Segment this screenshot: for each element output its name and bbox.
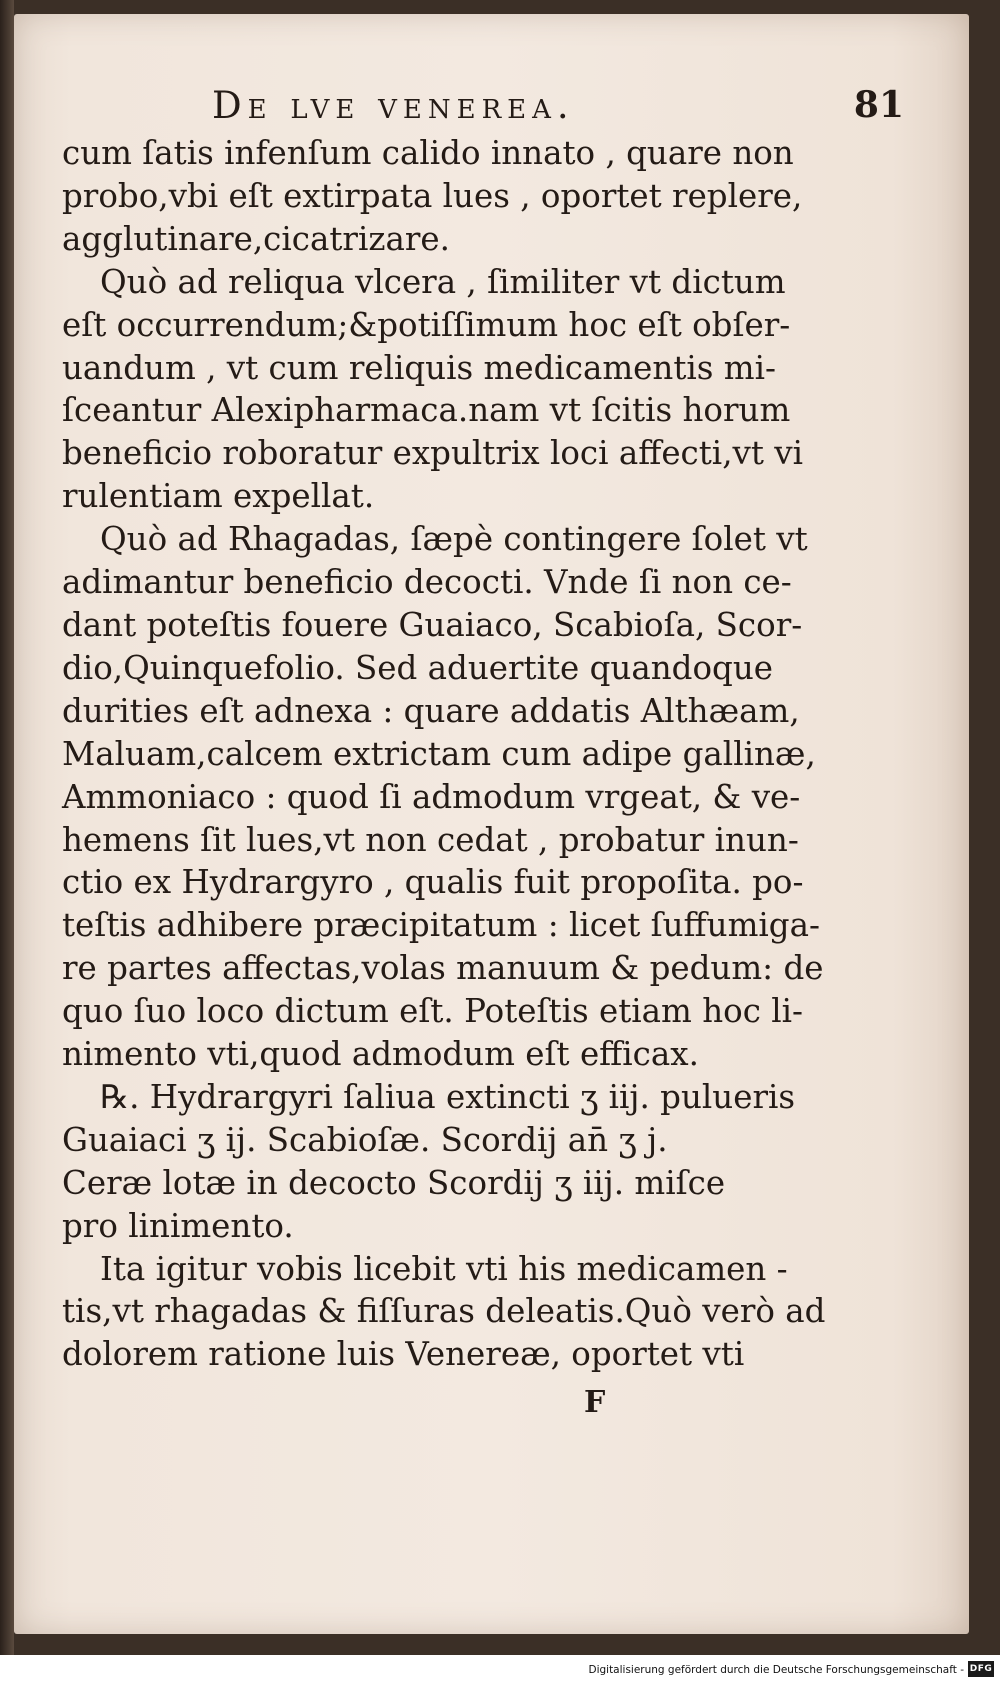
catchword: F (584, 1385, 606, 1420)
text-line: nimento vti,quod admodum eſt efficax. (62, 1035, 699, 1074)
text-line: uandum , vt cum reliquis medicamentis mi- (62, 348, 776, 387)
text-line: Maluam,calcem extrictam cum adipe gallinæ, (62, 734, 816, 773)
text-line: durities eſt adnexa : quare addatis Althæam, (62, 691, 800, 730)
text-line: beneficio roboratur expultrix loci affecti,vt vi (62, 434, 804, 473)
page-number: 81 (853, 84, 904, 126)
text-line: Ammoniaco : quod ſi admodum vrgeat, & ve- (62, 777, 801, 816)
text-line: rulentiam expellat. (62, 477, 375, 516)
text-line: probo,vbi eſt extirpata lues , oportet replere, (62, 176, 803, 215)
text-line: eſt occurrendum;&potiſſimum hoc eſt obſer- (62, 305, 791, 344)
footer-credit: Digitalisierung gefördert durch die Deutsche Forschungsgemeinschaft - (588, 1664, 964, 1676)
text-line: Quò ad Rhagadas, ſæpè contingere ſolet vt (100, 520, 808, 559)
text-line: cum ſatis infenſum calido innato , quare non (62, 134, 794, 172)
text-line: quo ſuo loco dictum eſt. Poteſtis etiam hoc li- (62, 992, 803, 1031)
text-line: Guaiaci ʒ ij. Scabioſæ. Scordij an̄ ʒ j. (62, 1120, 668, 1159)
text-line: dolorem ratione luis Venereæ, oportet vti (62, 1335, 745, 1374)
text-line: Ita igitur vobis licebit vti his medicamen - (100, 1249, 788, 1288)
text-line: Quò ad reliqua vlcera , ſimiliter vt dictum (100, 262, 786, 301)
running-title: De lve venerea. (212, 84, 575, 127)
text-line: teſtis adhibere præcipitatum : licet ſuffumiga- (62, 906, 820, 945)
text-line: re partes affectas,volas manuum & pedum: de (62, 949, 824, 988)
page-header (212, 84, 904, 127)
text-line: agglutinare,cicatrizare. (62, 219, 450, 258)
text-line: dant poteſtis fouere Guaiaco, Scabioſa, Scor- (62, 605, 803, 644)
text-line: adimantur beneficio decocti. Vnde ſi non ce- (62, 563, 792, 602)
text-line: Ceræ lotæ in decocto Scordij ʒ iij. miſce (62, 1163, 726, 1202)
text-line: ctio ex Hydrargyro , qualis fuit propoſita. po- (62, 863, 804, 902)
text-line: dio,Quinquefolio. Sed aduertite quandoque (62, 648, 773, 687)
text-line: tis,vt rhagadas & fiſſuras deleatis.Quò verò ad (62, 1292, 826, 1331)
text-line: hemens ſit lues,vt non cedat , probatur inun- (62, 820, 799, 859)
text-line: ℞. Hydrargyri ſaliua extincti ʒ iij. pulueris (100, 1077, 796, 1116)
page-binding-edge (0, 0, 14, 1655)
body-text (62, 132, 826, 1376)
dfg-logo: DFG (968, 1661, 994, 1677)
text-line: pro linimento. (62, 1206, 294, 1245)
text-line: ſceantur Alexipharmaca.nam vt ſcitis horum (62, 391, 791, 430)
